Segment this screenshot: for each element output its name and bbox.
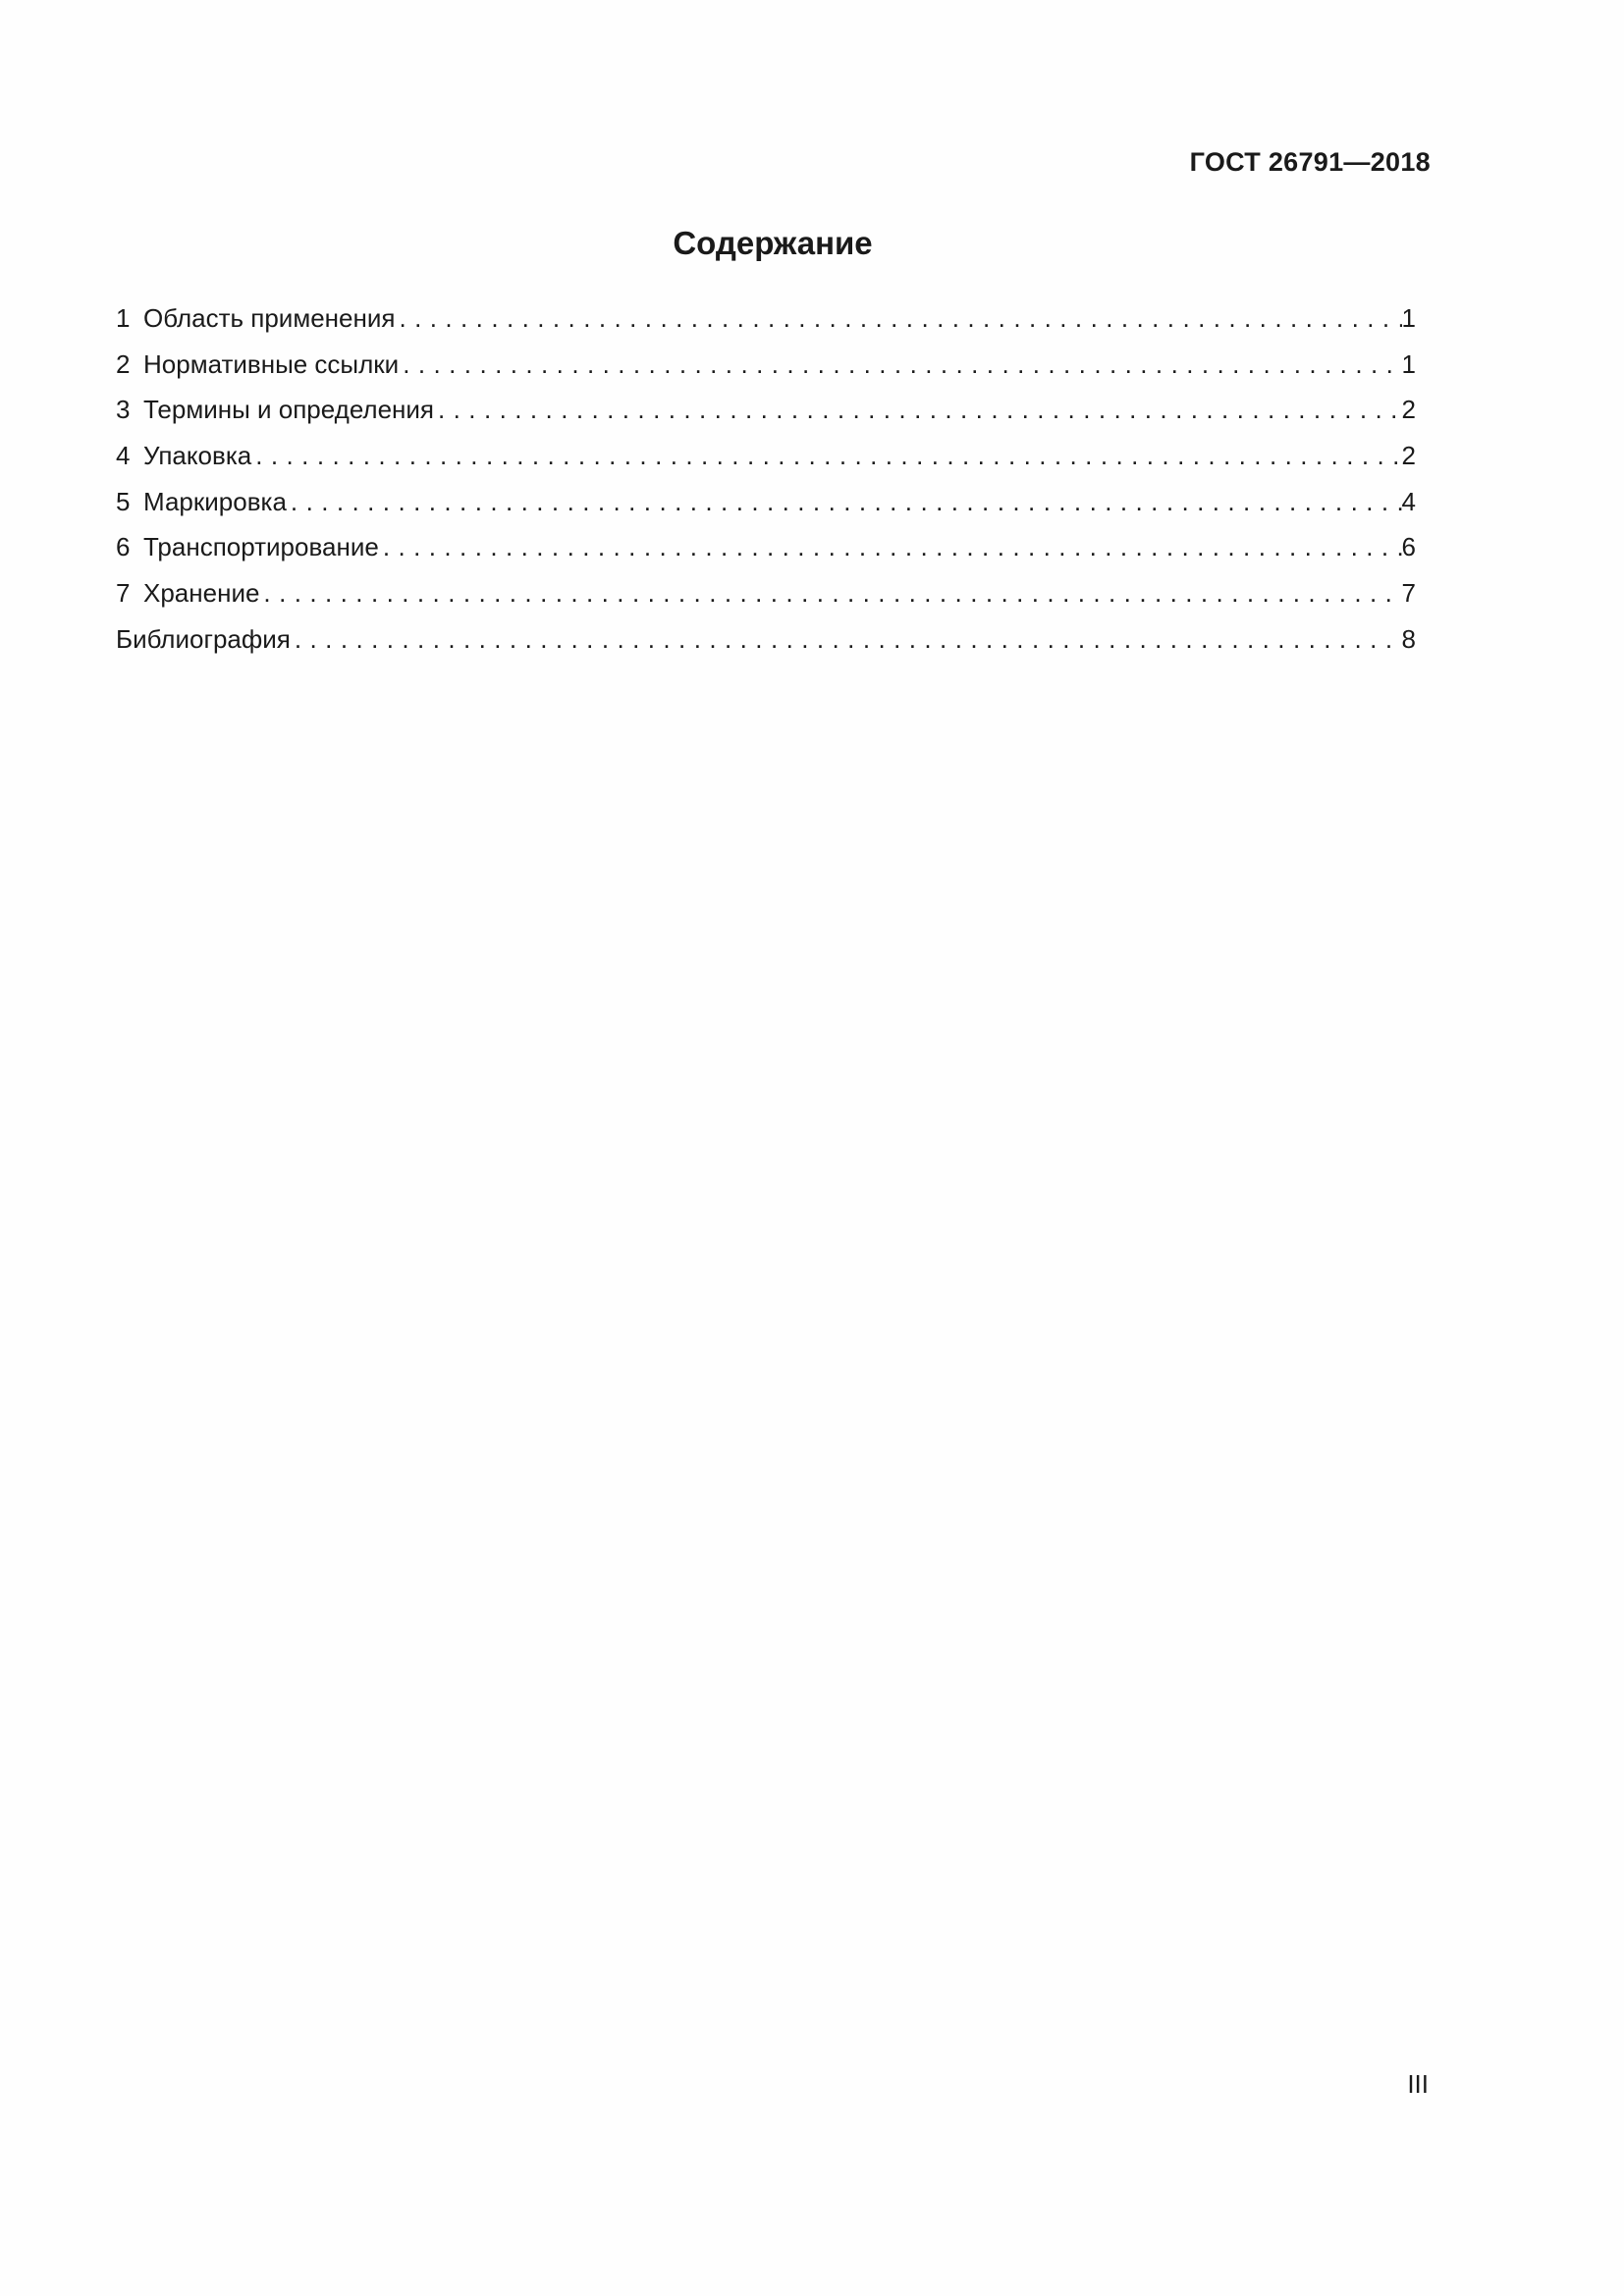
toc-leader-dots <box>399 303 1401 334</box>
toc-item-page: 1 <box>1401 303 1416 333</box>
toc-item-number: 1 <box>116 303 131 333</box>
toc-item-number: 4 <box>116 441 131 471</box>
toc-item-label: Нормативные ссылки <box>143 348 400 379</box>
toc-item-page: 4 <box>1401 486 1416 516</box>
toc-item-page: 8 <box>1401 623 1416 654</box>
toc-item-label: Хранение <box>143 578 260 609</box>
toc-leader-dots <box>255 441 1401 471</box>
toc-leader-dots <box>263 578 1401 609</box>
toc-title: Содержание <box>673 225 873 261</box>
toc-item-page: 7 <box>1401 578 1416 609</box>
toc-item-label: Область применения <box>143 303 396 333</box>
toc-item[interactable] <box>116 303 1416 349</box>
toc-item-page: 2 <box>1401 395 1416 425</box>
toc-leader-dots <box>383 532 1402 562</box>
toc-item-number: 6 <box>116 532 131 562</box>
toc-item[interactable] <box>116 578 1416 624</box>
toc-leader-dots <box>438 395 1402 425</box>
toc-item[interactable] <box>116 487 1416 533</box>
document-code: ГОСТ 26791—2018 <box>1189 147 1431 177</box>
toc-item[interactable] <box>116 349 1416 396</box>
toc-item-bibliography[interactable] <box>116 624 1416 670</box>
toc-item-number: 3 <box>116 395 131 425</box>
toc-leader-dots <box>403 349 1401 380</box>
toc-item-label: Маркировка <box>143 486 287 516</box>
toc-item-page: 6 <box>1401 532 1416 562</box>
toc-leader-dots <box>291 487 1402 517</box>
toc-item-label: Термины и определения <box>143 395 435 425</box>
toc-item[interactable] <box>116 441 1416 487</box>
toc-item-page: 2 <box>1401 441 1416 471</box>
toc-item-number: 5 <box>116 486 131 516</box>
toc-item-label: Библиография <box>116 623 291 654</box>
toc-item[interactable] <box>116 532 1416 578</box>
toc-item-page: 1 <box>1401 348 1416 379</box>
toc-item-label: Упаковка <box>143 441 252 471</box>
toc-item[interactable] <box>116 395 1416 441</box>
toc-leader-dots <box>295 624 1402 655</box>
table-of-contents <box>116 303 1416 670</box>
toc-item-label: Транспортирование <box>143 532 379 562</box>
page-number: III <box>1407 2069 1429 2099</box>
toc-item-number: 2 <box>116 348 131 379</box>
toc-item-number: 7 <box>116 578 131 609</box>
